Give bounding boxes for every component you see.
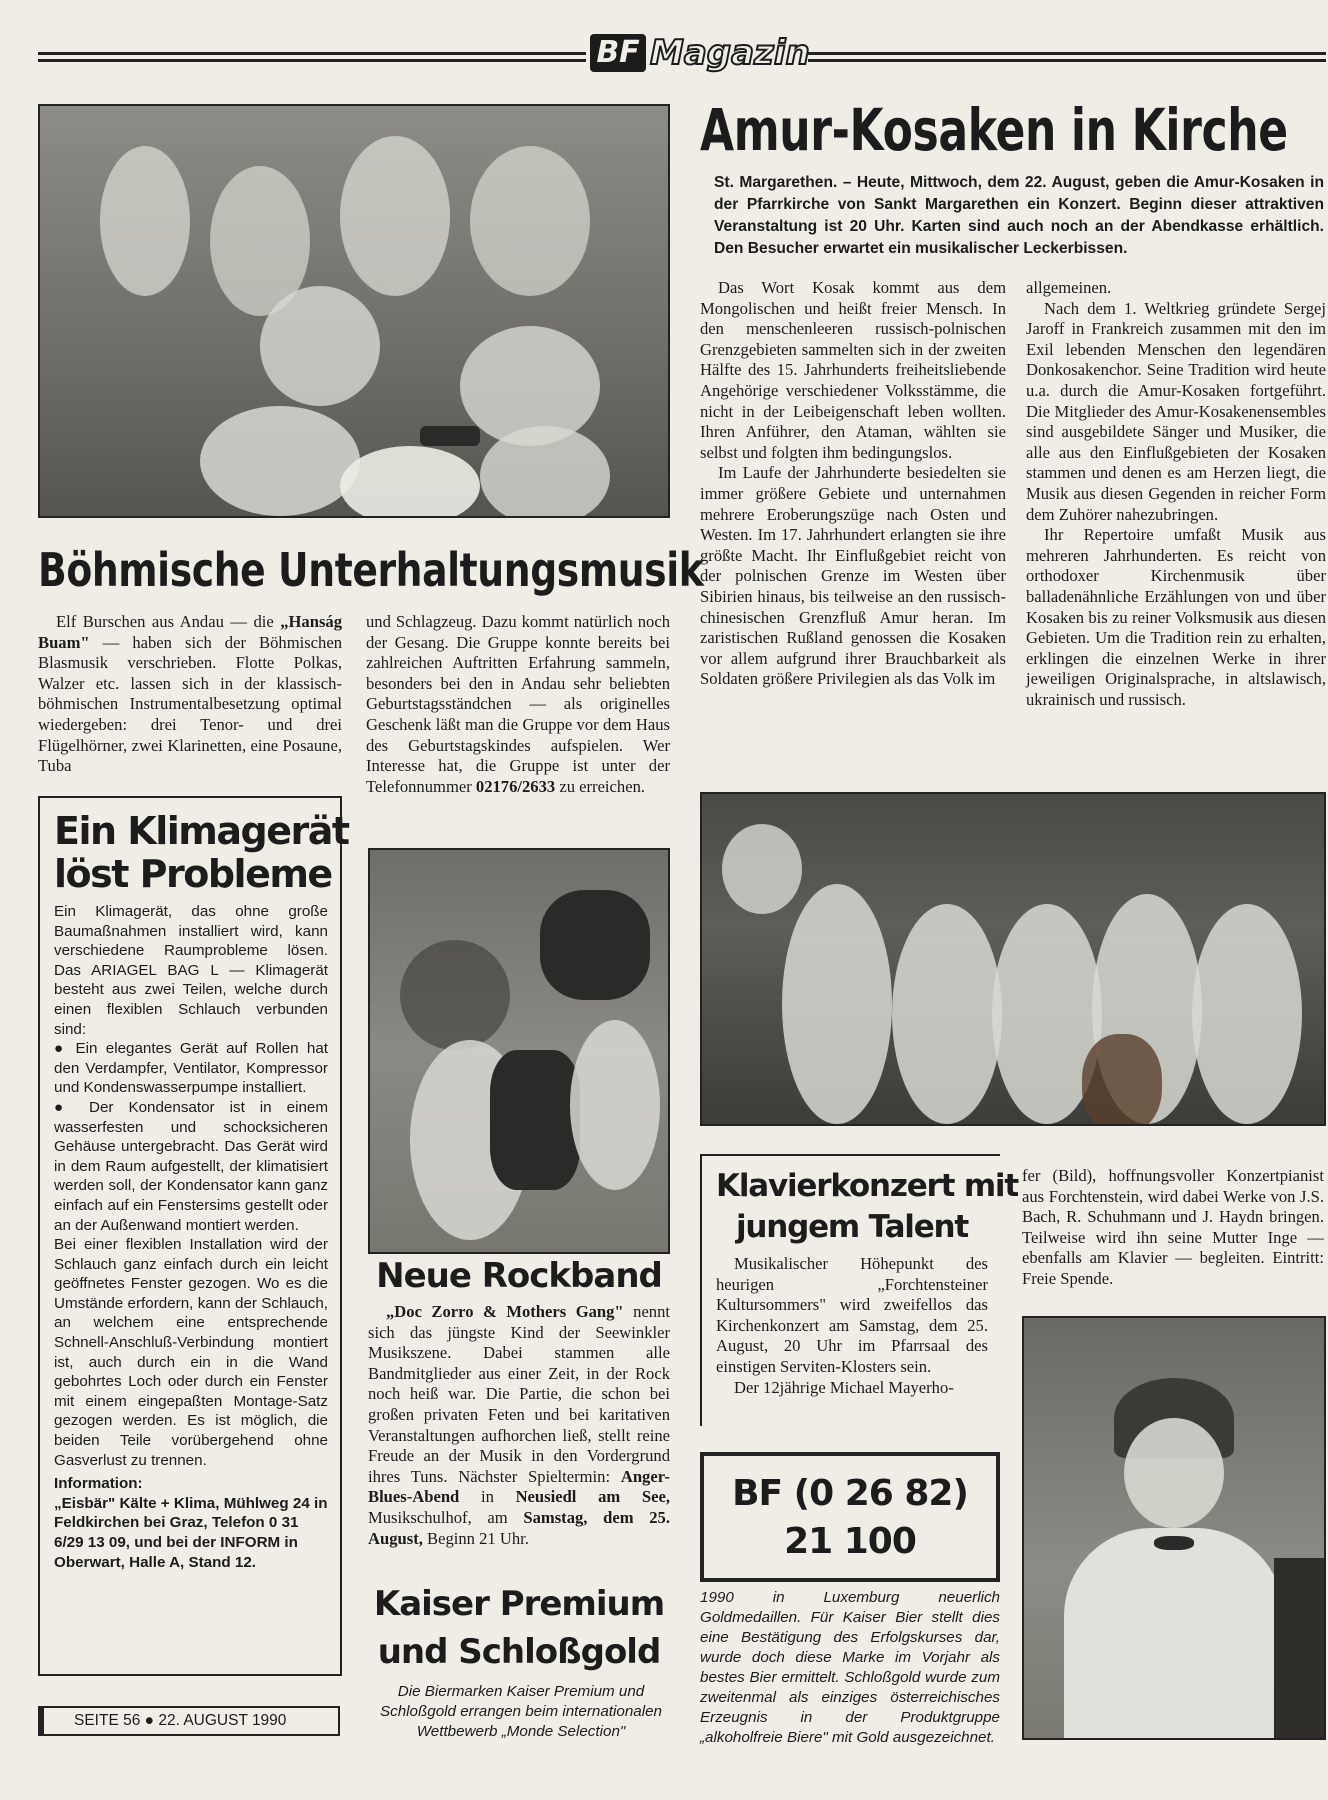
klavier-box: [700, 1154, 1018, 1426]
klavier-p2: Der 12jährige Michael Mayerho-: [734, 1377, 954, 1397]
amur-col-1: [700, 278, 1006, 690]
klavier-title-1: Klavierkonzert mit: [716, 1168, 1018, 1204]
brass-band-photo: [38, 104, 670, 518]
boehm-col-2: und Schlagzeug. Dazu kommt natürlich noch der Gesang. Die Gruppe konnte bereits bei zahlreichen Auftritten Erfahrung sammeln, besonders bei den in Andau sehr beliebten Geburtstagsständchen — als originelles Geschenk läßt man die Gruppe vor dem Haus des Geburtstagskindes aufspielen. Wer Interesse hat, die Gruppe ist unter der Telefonnummer 02176/2633 zu erreichen.: [366, 612, 670, 796]
klima-title-2: löst Probleme: [54, 852, 332, 896]
amur-title: Amur-Kosaken in Kirche: [700, 96, 1288, 164]
kaiser-continued: 1990 in Luxemburg neuerlich Goldmedaillen. Für Kaiser Bier stellt dies eine Bestätigung des Erfolgskurses dar, wurde doch diese Marke im Vorjahr als bestes Bier ermittelt. Schloßgold wurde zum zweitenmal als einziges österreichisches Erzeugnis in der Produktgruppe „alkoholfreie Biere" mit Gold ausgezeichnet.: [700, 1589, 1000, 1746]
amur-col2-p0: allgemeinen.: [1026, 278, 1112, 297]
rock-text: „Doc Zorro & Mothers Gang" nennt sich das jüngste Kind der Seewinkler Musikszene. Dabei stammen alle Bandmitglieder aus einer Zeit, in der Rock noch heiß war. Die Partie, die schon bei großen privaten Feten und bei karitativen Veranstaltungen aufhorchen ließ, stellt reine Freude an der Musik in den Vordergrund ihres Tuns. Nächster Spieltermin: Anger-Blues-Abend in Neusiedl am See, Musikschulhof, am Samstag, dem 25. August, Beginn 21 Uhr.: [368, 1302, 671, 1548]
masthead-rule-left: [38, 52, 586, 62]
klima-bullet-2: ● Der Kondensator ist in einem wasserfesten und schocksicheren Gehäuse untergebracht. Das Gerät wird in dem Raum aufgestellt, der klimatisiert werden soll, der Kondensator kann ganz einfach auf ein Fenstersims gestellt oder an der Außenwand montiert werden.: [54, 1098, 328, 1234]
masthead-section: Magazin: [650, 33, 810, 73]
klima-title-1: Ein Klimagerät: [54, 809, 349, 853]
amur-col1-p2: Im Laufe der Jahrhunderte besiedelten sie immer größere Gebiete und unternahmen mehrere Eroberungszüge nach Osten und Westen. Im 17. Jahrhundert erlangten sie ihre größte Macht. Ihr Einflußgebiet reicht von der polnischen Grenze im Westen über Sibirien hinaus, bis teilweise an den russisch-chinesischen Grenzfluß Amur heran. Im zaristischen Rußland genossen die Kosaken vor allem aufgrund ihrer Brauchbarkeit als Soldaten größere Privilegien als das Volk im: [700, 463, 1006, 689]
bf-phone-box: [700, 1452, 1000, 1582]
bf-phone-line-1: BF (0 26 82): [732, 1473, 968, 1514]
kaiser-title-1: Kaiser Premium: [373, 1584, 665, 1624]
boehm-phone: 02176/2633: [475, 776, 556, 796]
hansag-buam: „Hanság Buam": [38, 612, 342, 652]
pianist-photo: [1022, 1316, 1326, 1740]
masthead-logo: BF: [590, 34, 646, 72]
klima-p1: Ein Klimagerät, das ohne große Baumaßnahmen installiert wird, kann verschiedene Raumprobleme lösen. Das ARIAGEL BAG L — Klimagerät besteht aus zwei Teilen, welche durch einen flexiblen Schlauch verbunden sind:: [54, 903, 328, 1038]
bf-phone-line-2: 21 100: [784, 1521, 916, 1562]
klima-box: [38, 796, 349, 1676]
page-number: SEITE 56: [74, 1712, 141, 1729]
kosaken-photo: [700, 792, 1326, 1126]
klima-bullet-1: ● Ein elegantes Gerät auf Rollen hat den Verdampfer, Ventilator, Kompressor und Kondenswasserpumpe installiert.: [54, 1040, 328, 1097]
boehm-col-1: Elf Burschen aus Andau — die „Hanság Buam" — haben sich der Böhmischen Blasmusik verschrieben. Flotte Polkas, Walzer etc. lassen sich in der klassisch-böhmischen Instrumentalbesetzung optimal wiedergeben: drei Tenor- und drei Flügelhörner, zwei Klarinetten, eine Posaune, Tuba: [38, 612, 342, 776]
page-date: 22. AUGUST 1990: [158, 1712, 287, 1729]
rock-band-name: „Doc Zorro & Mothers Gang": [386, 1302, 624, 1321]
klavier-title-2: jungem Talent: [735, 1209, 969, 1245]
amur-lead: St. Margarethen. – Heute, Mittwoch, dem 22. August, geben die Amur-Kosaken in der Pfarrkirche von Sankt Margarethen ein Konzert. Beginn dieser attraktiven Veranstaltung ist 20 Uhr. Karten sind auch noch an der Abendkasse erhältlich. Den Besucher erwartet ein musikalischer Leckerbissen.: [714, 174, 1324, 257]
amur-col-2: [1026, 278, 1326, 710]
rock-title: Neue Rockband: [376, 1256, 662, 1296]
kaiser-text: Die Biermarken Kaiser Premium und Schloßgold errangen beim internationalen Wettbewerb „Monde Selection": [380, 1683, 662, 1740]
page-footer: SEITE 56 ● 22. AUGUST 1990: [38, 1706, 340, 1736]
boehm-title: Böhmische Unterhaltungsmusik: [38, 543, 704, 597]
kaiser-title-2: und Schloßgold: [377, 1632, 661, 1672]
masthead-rule-right: [808, 52, 1326, 62]
amur-col1-p1: Das Wort Kosak kommt aus dem Mongolischen und heißt freier Mensch. In den menschenleeren russisch-polnischen Grenzgebieten sammelten sich in der zweiten Hälfte des 15. Jahrhunderts freiheitsliebende Angehörige verschiedener Volksstämme, die nicht in der Leibeigenschaft leben wollten. Ihren Anführer, den Ataman, wählten sie selbst und folgten ihm bedingungslos.: [700, 278, 1006, 462]
amur-col2-p1: Nach dem 1. Weltkrieg gründete Sergej Jaroff in Frankreich zusammen mit den im Exil lebenden Menschen den legendären Donkosakenchor. Seine Tradition wird heute u.a. durch die Amur-Kosaken fortgeführt. Die Mitglieder des Amur-Kosakenensembles sind ausgebildete Sänger und Musiker, die alle aus den Einflußgebieten der Kosaken stammen und denen es am Herzen liegt, die Musik aus diesen Gegenden in reicher Form dem Zuhörer nahezubringen.: [1026, 298, 1326, 524]
klima-p2: Bei einer flexiblen Installation wird der Schlauch ganz einfach durch ein leicht geöffnetes Fenster gezogen. Wo es die Umstände erfordern, kann der Schlauch, an welchem eine entsprechende Schnell-Anschluß-Verbindung montiert ist, auch durch ein in die Wand gebohrtes Loch oder durch ein Fenster mit einem eingepaßten Montage-Satz gezogen werden. Es ist möglich, die beiden Teile vorübergehend ohne Gasverlust zu trennen.: [54, 1236, 328, 1469]
klima-info: Information: „Eisbär" Kälte + Klima, Mühlweg 24 in Feldkirchen bei Graz, Telefon 0 31 6/29 13 09, und bei der INFORM in Oberwart, Halle A, Stand 12.: [54, 1475, 328, 1571]
klavier-p1: Musikalischer Höhepunkt des heurigen „Forchtensteiner Kultursommers" wird zweifellos das Kirchenkonzert am Samstag, dem 25. August, 20 Uhr im Pfarrsaal des einstigen Serviten-Klosters sein.: [716, 1254, 988, 1376]
rockband-photo: [368, 848, 670, 1254]
amur-col2-p2: Ihr Repertoire umfaßt Musik aus mehreren Jahrhunderten. Es reicht von orthodoxer Kirchenmusik über balladenähnliche Erzählungen von und über Kosaken bis zu reiner Volksmusik aus diesen Gebieten. Um die Tradition rein zu erhalten, erklingen die einzelnen Werke in ihrer jeweiligen Originalsprache, in altslawisch, ukrainisch und russisch.: [1026, 525, 1326, 709]
klavier-col-2: fer (Bild), hoffnungsvoller Konzertpianist aus Forchtenstein, wird dabei Werke von J.S. Bach, R. Schuhmann und J. Haydn bringen. Teilweise wird ihn seine Mutter Inge — ebenfalls am Klavier — begleiten. Eintritt: Freie Spende.: [1022, 1166, 1324, 1288]
